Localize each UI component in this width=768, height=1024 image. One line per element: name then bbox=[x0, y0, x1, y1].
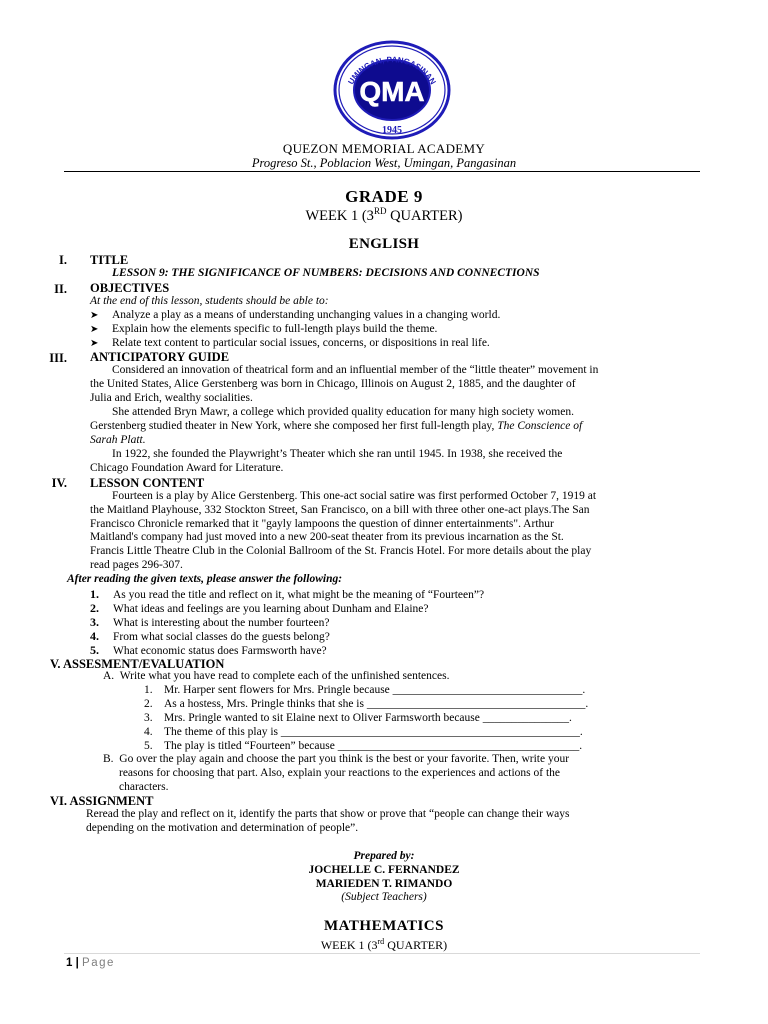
logo-year: 1945 bbox=[382, 125, 402, 136]
section-number: III. bbox=[49, 351, 67, 365]
question-item: 1. As you read the title and reflect on it, what might be the meaning of “Fourteen”? bbox=[90, 587, 485, 601]
question-item: 2. What ideas and feelings are you learning about Dunham and Elaine? bbox=[90, 601, 429, 615]
section-title-heading: TITLE bbox=[90, 253, 129, 267]
guide-paragraph-2: She attended Bryn Mawr, a college which provided quality education for many high society women. Gerstenberg studied theater in New York, where she composed her first full-length play, The Conscience of Sarah Platt. bbox=[90, 406, 583, 446]
subject-heading: ENGLISH bbox=[348, 236, 420, 252]
teacher-name: JOCHELLE C. FERNANDEZ bbox=[308, 864, 460, 876]
assessment-part-a: A. Write what you have read to complete each of the unfinished sentences. bbox=[103, 670, 450, 682]
footer-rule bbox=[64, 953, 700, 954]
objectives-heading: OBJECTIVES bbox=[90, 281, 170, 295]
teacher-name: MARIEDEN T. RIMANDO bbox=[315, 878, 453, 890]
mathematics-week: WEEK 1 (3rd QUARTER) bbox=[320, 937, 448, 952]
school-name: QUEZON MEMORIAL ACADEMY bbox=[282, 141, 486, 156]
question-item: 3. What is interesting about the number fourteen? bbox=[90, 615, 330, 629]
assessment-item: 3. Mrs. Pringle wanted to sit Elaine next to Oliver Farmsworth because _______________. bbox=[144, 712, 572, 724]
arrow-bullet-icon: ➤ bbox=[90, 338, 99, 349]
question-item: 4. From what social classes do the guests belong? bbox=[90, 629, 330, 643]
objective-item: ➤ Analyze a play as a means of understanding unchanging values in a changing world. bbox=[90, 309, 501, 321]
page-footer: 1 | Page bbox=[66, 957, 115, 969]
week-heading: WEEK 1 (3RD QUARTER) bbox=[305, 206, 463, 224]
guide-paragraph-3: In 1922, she founded the Playwright’s Theater which she ran until 1945. In 1938, she received the Chicago Foundation Award for Literature. bbox=[90, 448, 563, 474]
assignment-heading: VI. ASSIGNMENT bbox=[50, 794, 154, 808]
section-number: IV. bbox=[51, 476, 67, 490]
prepared-by-label: Prepared by: bbox=[353, 850, 415, 862]
school-address: Progreso St., Poblacion West, Umingan, Pangasinan bbox=[251, 156, 517, 170]
objectives-intro: At the end of this lesson, students should be able to: bbox=[90, 295, 329, 307]
assessment-part-b: B. Go over the play again and choose the part you think is the best or your favorite. Then, write your bbox=[103, 753, 570, 765]
assessment-item: 1. Mr. Harper sent flowers for Mrs. Pringle because _________________________________. bbox=[144, 684, 586, 696]
assessment-heading: V. ASSESMENT/EVALUATION bbox=[50, 657, 225, 671]
arrow-bullet-icon: ➤ bbox=[90, 324, 99, 335]
assessment-item: 5. The play is titled “Fourteen” because __________________________________________. bbox=[144, 740, 583, 752]
objective-item: ➤ Explain how the elements specific to full-length plays build the theme. bbox=[90, 323, 438, 335]
lesson-content-paragraph: Fourteen is a play by Alice Gerstenberg. This one-act social satire was first performed October 7, 1919 at the Maitland Playhouse, 332 Stockton Street, San Francisco, on a bill with three other one-act plays.The San Francisco Chronicle remarked that it "gayly lampoons the question of dinner entertainments". Arthur Maitland's company had just moved into a new 200-seat theater from its previous incarnation as the St. Francis Little Theatre Club in the Colonial Ballroom of the St. Francis Hotel. For more details about the play read pages 296-307. bbox=[90, 490, 597, 571]
section-number: I. bbox=[59, 253, 67, 267]
arrow-bullet-icon: ➤ bbox=[90, 310, 99, 321]
objective-item: ➤ Relate text content to particular social issues, concerns, or dispositions in real life. bbox=[90, 337, 490, 349]
assessment-part-b-line: reasons for choosing that part. Also, explain your reactions to the experiences and actions of the bbox=[119, 767, 561, 779]
grade-heading: GRADE 9 bbox=[345, 187, 423, 206]
question-item: 5. What economic status does Farmsworth have? bbox=[90, 643, 327, 657]
page-number: 1 bbox=[66, 957, 73, 969]
mathematics-heading: MATHEMATICS bbox=[324, 918, 444, 934]
anticipatory-guide-heading: ANTICIPATORY GUIDE bbox=[90, 350, 230, 364]
logo-arc-text: UMINGAN, PANGASINAN bbox=[346, 55, 438, 87]
assessment-item: 4. The theme of this play is ____________________________________________________. bbox=[144, 726, 583, 738]
logo-initials: QMA bbox=[359, 76, 425, 107]
teachers-role: (Subject Teachers) bbox=[341, 891, 427, 903]
guide-paragraph-1: Considered an innovation of theatrical form and an influential member of the “little theater” movement in the United States, Alice Gerstenberg was born in Chicago, Illinois on August 2, 1885, and the daughter of Julia and Erich, wealthy socialities. bbox=[90, 364, 599, 404]
assignment-line: depending on the motivation and determination of people”. bbox=[86, 822, 359, 834]
school-seal-logo bbox=[332, 40, 452, 140]
questions-instruction: After reading the given texts, please answer the following: bbox=[67, 573, 343, 585]
lesson-title: LESSON 9: THE SIGNIFICANCE OF NUMBERS: DECISIONS AND CONNECTIONS bbox=[112, 267, 540, 279]
assessment-item: 2. As a hostess, Mrs. Pringle thinks that she is ______________________________________. bbox=[144, 698, 589, 710]
lesson-content-heading: LESSON CONTENT bbox=[90, 476, 205, 490]
header-rule bbox=[64, 171, 700, 172]
assignment-line: Reread the play and reflect on it, identify the parts that show or prove that “people can change their ways bbox=[86, 808, 570, 820]
page-word: Page bbox=[82, 957, 115, 969]
section-number: II. bbox=[54, 282, 67, 296]
assessment-part-b-line: characters. bbox=[119, 781, 169, 793]
